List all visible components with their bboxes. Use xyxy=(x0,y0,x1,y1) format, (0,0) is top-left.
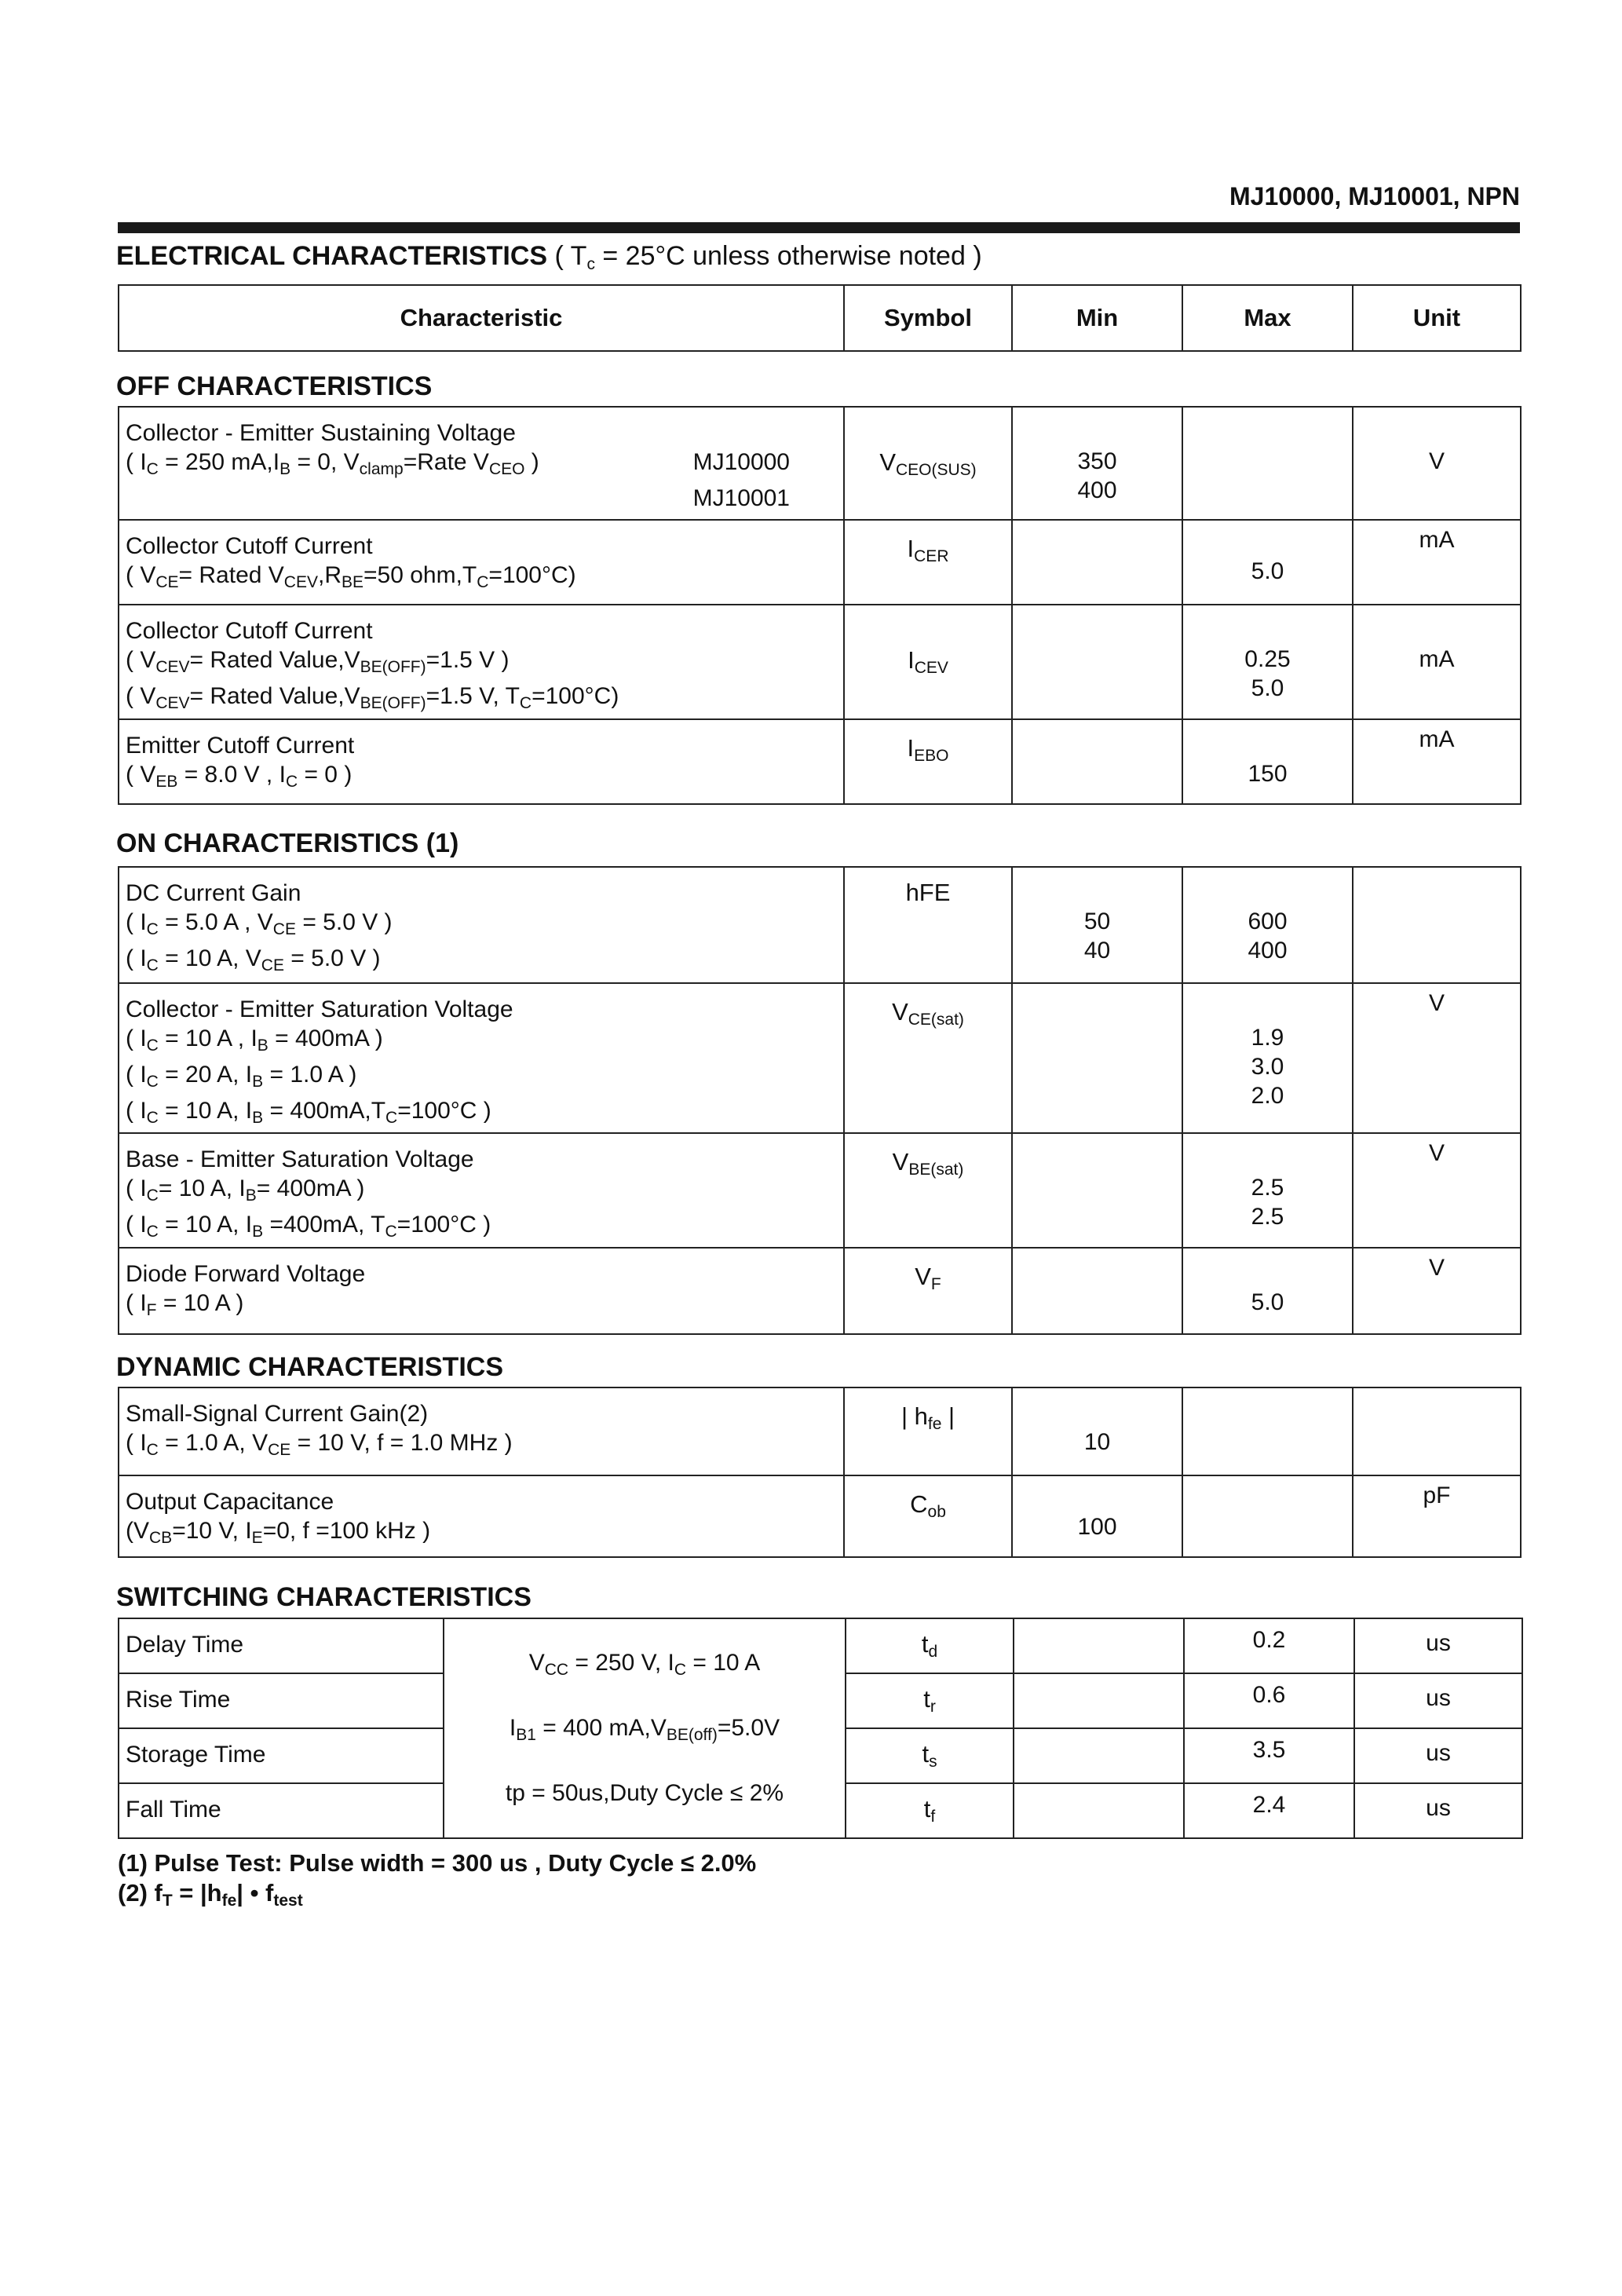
on-table xyxy=(118,866,1522,1335)
row-condition: ( $I_C = 5.0$ A , $V_{CE} = 5.0$ V ) xyxy=(126,909,393,938)
row-title: Rise Time xyxy=(126,1687,231,1713)
max-value: 5.0 xyxy=(1251,558,1284,584)
dynamic-table xyxy=(118,1387,1522,1558)
symbol: $V_{BE(sat)}$ xyxy=(892,1148,964,1179)
max-value: 5.0 xyxy=(1251,1289,1284,1315)
unit-value: mA xyxy=(1419,726,1455,752)
symbol: hFE xyxy=(905,879,951,906)
max-value: 1.9 xyxy=(1251,1025,1284,1051)
col-characteristic: Characteristic xyxy=(119,285,844,351)
symbol: $t_r$ xyxy=(923,1685,936,1716)
min-value: 10 xyxy=(1083,1429,1111,1455)
table-row xyxy=(119,867,1521,983)
row-title: Diode Forward Voltage xyxy=(126,1261,366,1287)
col-max: Max xyxy=(1182,285,1353,351)
title-text: ELECTRICAL CHARACTERISTICS xyxy=(116,241,548,271)
row-condition: ( $I_C = 1.0$ A, $V_{CE} = 10$ V, f = 1.0 MHz ) xyxy=(126,1430,513,1459)
row-condition: ( $I_C = 20$ A, $I_B = 1.0$ A ) xyxy=(126,1062,357,1091)
row-condition: ( $V_{CEV}=$ Rated $Value,V_{BE(OFF)}=1.5$ V ) xyxy=(126,647,510,676)
max-value: 600 xyxy=(1248,909,1288,934)
table-row xyxy=(119,1475,1521,1557)
unit-value: V xyxy=(1428,1255,1445,1281)
unit-value: us xyxy=(1426,1685,1451,1711)
row-title: Small-Signal Current Gain(2) xyxy=(126,1401,429,1427)
switching-conditions xyxy=(444,1618,846,1838)
footnote-2: (2) $f_T = |h_{fe}|$ • $f_{test}$ xyxy=(118,1879,303,1910)
unit-value: us xyxy=(1426,1795,1451,1821)
model-name: MJ10000 xyxy=(692,449,790,475)
max-value: 0.25 xyxy=(1244,646,1291,672)
section-off-title: OFF CHARACTERISTICS xyxy=(116,371,433,401)
section-dynamic-title: DYNAMIC CHARACTERISTICS xyxy=(116,1352,503,1382)
row-title: Collector Cutoff Current xyxy=(126,533,373,559)
title-condition: ( T xyxy=(554,241,587,271)
symbol: $I_{CER}$ xyxy=(907,535,949,565)
model-line: MJ10000, MJ10001, NPN xyxy=(1229,182,1520,210)
unit-value: us xyxy=(1426,1740,1451,1766)
col-min: Min xyxy=(1012,285,1182,351)
row-condition: ( $I_C= 10$ A, $I_B= 400mA$ ) xyxy=(126,1175,365,1205)
table-row xyxy=(119,520,1521,605)
row-condition: ( $I_C = 10$ A, $V_{CE} = 5.0$ V ) xyxy=(126,945,381,974)
condition-line: $I_{B1} = 400$ $mA,V_{BE(off)}=5.0V$ xyxy=(509,1715,780,1744)
min-value: 400 xyxy=(1077,477,1117,503)
min-value: 50 xyxy=(1083,909,1111,934)
unit-value: mA xyxy=(1419,527,1455,553)
row-title: Collector - Emitter Sustaining Voltage xyxy=(126,420,516,446)
table-row xyxy=(119,719,1521,804)
max-value: 400 xyxy=(1248,938,1288,963)
condition-line: tp = 50us,Duty Cycle ≤ 2% xyxy=(505,1780,784,1806)
off-table xyxy=(118,406,1522,805)
unit-value: V xyxy=(1428,990,1445,1016)
symbol: $t_f$ xyxy=(923,1795,936,1826)
unit-value: us xyxy=(1426,1630,1451,1656)
column-header-table xyxy=(118,284,1522,352)
row-title: Collector Cutoff Current xyxy=(126,618,373,644)
row-title: Base - Emitter Saturation Voltage xyxy=(126,1146,474,1172)
max-value: 0.6 xyxy=(1252,1682,1286,1708)
title-condition-sub: c xyxy=(586,255,595,273)
max-value: 150 xyxy=(1248,761,1288,787)
footnotes xyxy=(118,1848,756,1916)
row-condition: ( $V_{CE}=$ Rated $V_{CEV},R_{BE}=50$ $ohm,T_C=100^\circ C$) xyxy=(126,562,576,591)
symbol: $V_F$ xyxy=(915,1263,941,1293)
symbol: $t_s$ xyxy=(922,1740,937,1771)
row-title: DC Current Gain xyxy=(126,880,301,906)
table-row xyxy=(119,407,1521,520)
table-row xyxy=(119,983,1521,1133)
row-title: Emitter Cutoff Current xyxy=(126,733,355,759)
row-condition: ($V_{CB}=10$ V, $I_E=0$, f =100 kHz ) xyxy=(126,1518,431,1547)
symbol: | $h_{fe}$ | xyxy=(901,1402,955,1433)
table-row xyxy=(119,1387,1521,1475)
table-row xyxy=(119,1618,1522,1673)
symbol: $t_d$ xyxy=(921,1630,938,1661)
unit-value: V xyxy=(1428,1140,1445,1166)
symbol: $V_{CE(sat)}$ xyxy=(892,998,964,1029)
row-title: Output Capacitance xyxy=(126,1489,334,1515)
min-value: 350 xyxy=(1077,448,1117,474)
row-title: Delay Time xyxy=(126,1632,244,1658)
footnote-1: (1) Pulse Test: Pulse width = 300 us , Duty Cycle ≤ 2.0% xyxy=(118,1849,757,1877)
symbol: $I_{CEV}$ xyxy=(908,646,948,677)
model-name: MJ10001 xyxy=(692,485,790,511)
section-switching-title: SWITCHING CHARACTERISTICS xyxy=(116,1582,532,1612)
min-value: 100 xyxy=(1077,1514,1117,1540)
row-condition: ( $I_F = 10$ A ) xyxy=(126,1290,244,1319)
max-value: 0.2 xyxy=(1252,1627,1286,1653)
min-value: 40 xyxy=(1083,938,1111,963)
max-value: 3.5 xyxy=(1252,1737,1286,1763)
row-title: Fall Time xyxy=(126,1797,221,1823)
row-condition: ( $V_{EB} = 8.0$ V , $I_C = 0$ ) xyxy=(126,762,353,791)
row-title: Collector - Emitter Saturation Voltage xyxy=(126,996,513,1022)
symbol: $I_{EBO}$ xyxy=(907,734,949,765)
condition-line: $V_{CC} = 250$ V, $I_C = 10$ A xyxy=(528,1650,761,1679)
row-condition: ( $V_{CEV}=$ Rated $Value,V_{BE(OFF)}=1.5$ V, $T_C=100^\circ C$) xyxy=(126,683,619,712)
max-value: 3.0 xyxy=(1251,1054,1284,1080)
section-on-title: ON CHARACTERISTICS (1) xyxy=(116,828,459,858)
row-title: Storage Time xyxy=(126,1742,266,1768)
col-symbol: Symbol xyxy=(844,285,1012,351)
table-row xyxy=(119,605,1521,719)
max-value: 5.0 xyxy=(1251,675,1284,701)
unit-value: pF xyxy=(1423,1483,1451,1508)
max-value: 2.4 xyxy=(1252,1792,1286,1818)
row-condition: ( $I_C = 10$ A, $I_B =400mA$, $T_C=100^\circ C$ ) xyxy=(126,1212,491,1241)
page-title xyxy=(116,241,982,274)
row-condition: ( $I_C = 10$ A, $I_B = 400mA,T_C=100^\circ C$ ) xyxy=(126,1098,491,1127)
symbol: $C_{ob}$ xyxy=(910,1490,946,1521)
max-value: 2.5 xyxy=(1251,1175,1284,1201)
table-row xyxy=(119,1133,1521,1248)
row-condition: ( $I_C = 250$ $mA,I_B = 0$, $V_{clamp}=Rate$ $V_{CEO}$ ) MJ10000 xyxy=(126,448,837,484)
symbol: $V_{CEO(SUS)}$ xyxy=(879,448,977,479)
max-value: 2.5 xyxy=(1251,1204,1284,1230)
title-condition-post: = 25°C unless otherwise noted ) xyxy=(594,241,982,271)
col-unit: Unit xyxy=(1353,285,1521,351)
unit-value: mA xyxy=(1419,646,1455,672)
table-row xyxy=(119,1248,1521,1334)
max-value: 2.0 xyxy=(1251,1083,1284,1109)
unit-value: V xyxy=(1428,448,1445,474)
header-rule xyxy=(118,222,1520,233)
switching-table xyxy=(118,1618,1523,1839)
row-condition: ( $I_C = 10$ A , $I_B = 400mA$ ) xyxy=(126,1026,383,1055)
